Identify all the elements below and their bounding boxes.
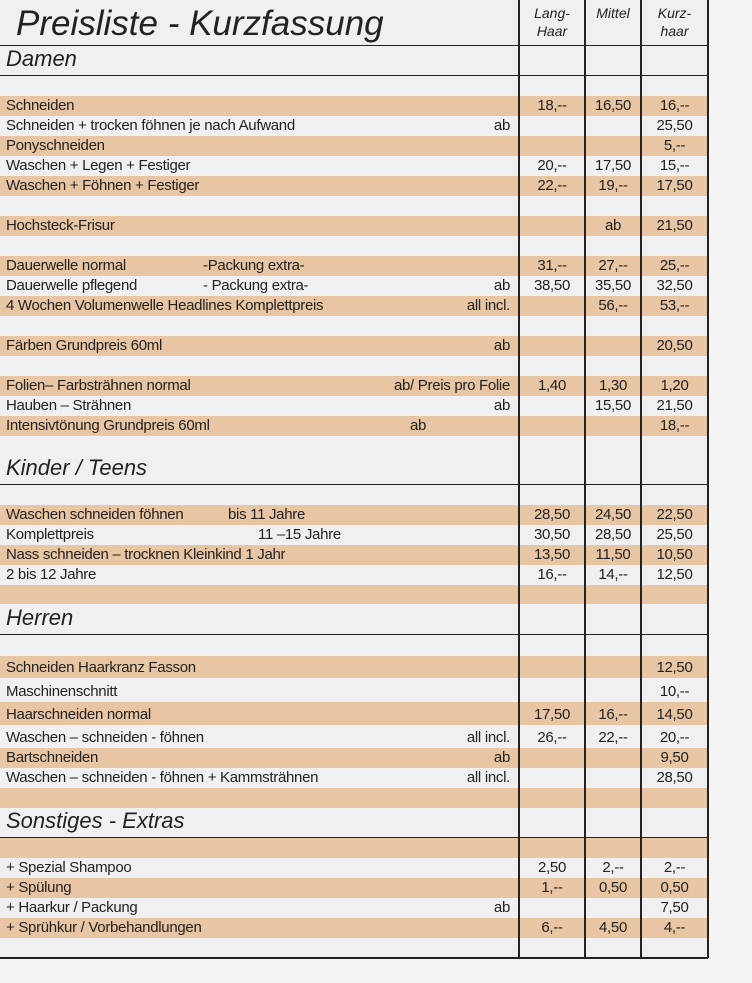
price-kurz-haar: 25,50	[656, 117, 693, 134]
price-lang-haar: 22,--	[537, 177, 567, 194]
column-header-line: haar	[660, 23, 689, 39]
price-kurz-haar: 53,--	[659, 297, 690, 314]
service-label: Bartschneiden	[6, 749, 98, 766]
table-bottom-border	[0, 957, 708, 959]
price-mittel: 16,50	[594, 97, 632, 114]
price-mittel: 1,30	[599, 377, 627, 394]
service-label: Komplettpreis	[6, 526, 94, 543]
price-lang-haar: 26,--	[537, 729, 567, 746]
table-row	[0, 276, 708, 296]
table-row	[0, 376, 708, 396]
service-label: Schneiden	[6, 97, 75, 114]
service-detail: ab	[410, 417, 427, 434]
page-title: Preisliste - Kurzfassung	[16, 4, 384, 43]
price-lang-haar: 20,--	[537, 157, 567, 174]
service-label: Färben Grundpreis 60ml	[6, 337, 162, 354]
price-kurz-haar: 14,50	[656, 706, 693, 723]
price-lang-haar: 31,--	[537, 257, 567, 274]
price-lang-haar: 17,50	[533, 706, 571, 723]
service-label: Waschen + Legen + Festiger	[6, 157, 191, 174]
price-mittel: 14,--	[598, 566, 628, 583]
service-label: Dauerwelle normal	[6, 257, 126, 274]
price-kurz-haar: 0,50	[660, 879, 689, 896]
price-kurz-haar: 18,--	[659, 417, 690, 434]
table-row	[0, 176, 708, 196]
service-label: Nass schneiden – trocknen Kleinkind 1 Jahr	[6, 546, 286, 563]
price-mittel: 27,--	[598, 257, 628, 274]
price-kurz-haar: 10,--	[659, 683, 690, 700]
price-mittel: 28,50	[594, 526, 632, 543]
service-label: 4 Wochen Volumenwelle Headlines Komplettpreis	[6, 297, 324, 314]
table-row	[0, 656, 708, 678]
price-lang-haar: 13,50	[533, 546, 571, 563]
section-title: Damen	[6, 46, 77, 71]
price-lang-haar: 1,40	[538, 377, 566, 394]
table-row	[0, 565, 708, 585]
price-kurz-haar: 1,20	[660, 377, 689, 394]
price-kurz-haar: 10,50	[656, 546, 693, 563]
price-lang-haar: 2,50	[538, 859, 566, 876]
price-kurz-haar: 15,--	[659, 157, 690, 174]
price-kurz-haar: 12,50	[656, 659, 693, 676]
spacer-row	[0, 838, 708, 858]
price-kurz-haar: 5,--	[663, 137, 686, 154]
price-lang-haar: 1,--	[541, 879, 563, 896]
price-lang-haar: 6,--	[541, 919, 563, 936]
price-kurz-haar: 22,50	[656, 506, 693, 523]
price-kurz-haar: 21,50	[656, 397, 693, 414]
price-lang-haar: 38,50	[533, 277, 571, 294]
table-row	[0, 116, 708, 136]
price-kurz-haar: 20,50	[656, 337, 693, 354]
table-row	[0, 898, 708, 918]
service-label: Dauerwelle pflegend	[6, 277, 138, 294]
section-title: Kinder / Teens	[6, 455, 148, 480]
service-label: Waschen schneiden föhnen	[6, 506, 184, 523]
service-detail: - Packung extra-	[203, 277, 309, 294]
price-mittel: 11,50	[595, 546, 631, 563]
section-header-row	[0, 436, 708, 485]
spacer-row	[0, 316, 708, 336]
price-kurz-haar: 20,--	[659, 729, 690, 746]
spacer-row	[0, 196, 708, 216]
service-label: + Spülung	[6, 879, 72, 896]
price-kurz-haar: 28,50	[656, 769, 693, 786]
price-kurz-haar: 4,--	[663, 919, 686, 936]
service-note: ab/ Preis pro Folie	[393, 377, 510, 394]
price-mittel: ab	[604, 217, 622, 234]
service-label: Maschinenschnitt	[6, 683, 118, 700]
price-mittel: 56,--	[598, 297, 628, 314]
table-row	[0, 296, 708, 316]
service-label: 2 bis 12 Jahre	[6, 566, 97, 583]
spacer-row	[0, 236, 708, 256]
price-kurz-haar: 16,--	[659, 97, 690, 114]
column-header-lang-haar	[519, 4, 585, 40]
section-title: Herren	[6, 605, 74, 630]
price-lang-haar: 16,--	[537, 566, 567, 583]
service-label: + Haarkur / Packung	[6, 899, 138, 916]
column-header-line: Lang-	[534, 5, 570, 21]
service-label: + Spezial Shampoo	[6, 859, 132, 876]
table-row	[0, 505, 708, 525]
service-label: + Sprühkur / Vorbehandlungen	[6, 919, 202, 936]
price-mittel: 24,50	[594, 506, 632, 523]
price-mittel: 15,50	[594, 397, 632, 414]
table-row	[0, 702, 708, 725]
service-label: Hochsteck-Frisur	[6, 217, 115, 234]
price-lang-haar: 30,50	[533, 526, 571, 543]
price-mittel: 4,50	[599, 919, 627, 936]
table-row	[0, 725, 708, 748]
column-header-kurz-haar	[641, 4, 708, 40]
table-row	[0, 748, 708, 768]
service-note: ab	[493, 899, 510, 916]
spacer-row	[0, 635, 708, 656]
table-row	[0, 525, 708, 545]
price-lang-haar: 18,--	[537, 97, 567, 114]
service-detail: 11 –15 Jahre	[258, 526, 341, 543]
table-row	[0, 336, 708, 356]
service-note: ab	[493, 277, 510, 294]
service-note: ab	[493, 337, 510, 354]
column-divider	[640, 0, 642, 958]
price-kurz-haar: 2,--	[663, 859, 686, 876]
section-header-row	[0, 604, 708, 635]
column-header-line: Mittel	[596, 5, 630, 21]
table-row	[0, 545, 708, 565]
service-label: Waschen – schneiden - föhnen	[6, 729, 204, 746]
service-detail: bis 11 Jahre	[228, 506, 306, 523]
price-kurz-haar: 32,50	[656, 277, 693, 294]
column-header-line: Kurz-	[657, 5, 692, 21]
table-row	[0, 396, 708, 416]
service-note: ab	[493, 397, 510, 414]
price-mittel: 0,50	[599, 879, 627, 896]
price-lang-haar: 28,50	[533, 506, 571, 523]
service-note: all incl.	[466, 769, 510, 786]
table-row	[0, 678, 708, 702]
table-row	[0, 136, 708, 156]
table-row	[0, 918, 708, 938]
price-kurz-haar: 25,--	[659, 257, 690, 274]
service-label: Hauben – Strähnen	[6, 397, 132, 414]
service-label: Schneiden + trocken föhnen je nach Aufwand	[6, 117, 295, 134]
service-label: Schneiden Haarkranz Fasson	[6, 659, 196, 676]
price-kurz-haar: 17,50	[656, 177, 693, 194]
column-header-mittel	[585, 4, 641, 22]
service-label: Waschen – schneiden - föhnen + Kammsträhnen	[6, 769, 319, 786]
service-label: Intensivtönung Grundpreis 60ml	[6, 417, 210, 434]
price-mittel: 35,50	[594, 277, 632, 294]
price-mittel: 22,--	[598, 729, 628, 746]
price-kurz-haar: 7,50	[660, 899, 689, 916]
spacer-row	[0, 485, 708, 505]
service-note: ab	[493, 749, 510, 766]
service-label: Waschen + Föhnen + Festiger	[6, 177, 200, 194]
service-label: Ponyschneiden	[6, 137, 105, 154]
header-row	[0, 0, 708, 46]
service-note: all incl.	[466, 729, 510, 746]
spacer-row	[0, 356, 708, 376]
section-title: Sonstiges - Extras	[6, 808, 185, 833]
price-mittel: 16,--	[598, 706, 628, 723]
table-row	[0, 878, 708, 898]
service-label: Folien– Farbsträhnen normal	[6, 377, 191, 394]
section-header-row	[0, 46, 708, 76]
spacer-row	[0, 76, 708, 96]
service-detail: -Packung extra-	[203, 257, 305, 274]
column-divider	[584, 0, 586, 958]
table-row	[0, 416, 708, 436]
service-note: all incl.	[466, 297, 510, 314]
table-row	[0, 216, 708, 236]
column-header-line: Haar	[536, 23, 568, 39]
price-kurz-haar: 12,50	[656, 566, 693, 583]
table-row	[0, 256, 708, 276]
price-mittel: 17,50	[594, 157, 632, 174]
table-row	[0, 768, 708, 788]
table-right-border	[707, 0, 709, 958]
price-kurz-haar: 25,50	[656, 526, 693, 543]
spacer-row	[0, 585, 708, 604]
section-header-row	[0, 808, 708, 838]
price-mittel: 2,--	[602, 859, 624, 876]
price-mittel: 19,--	[598, 177, 628, 194]
service-label: Haarschneiden normal	[6, 706, 151, 723]
table-row	[0, 96, 708, 116]
column-divider	[518, 0, 520, 958]
spacer-row	[0, 788, 708, 808]
table-row	[0, 156, 708, 176]
price-kurz-haar: 21,50	[656, 217, 693, 234]
service-note: ab	[493, 117, 510, 134]
table-row	[0, 858, 708, 878]
spacer-row	[0, 938, 708, 958]
price-kurz-haar: 9,50	[660, 749, 689, 766]
